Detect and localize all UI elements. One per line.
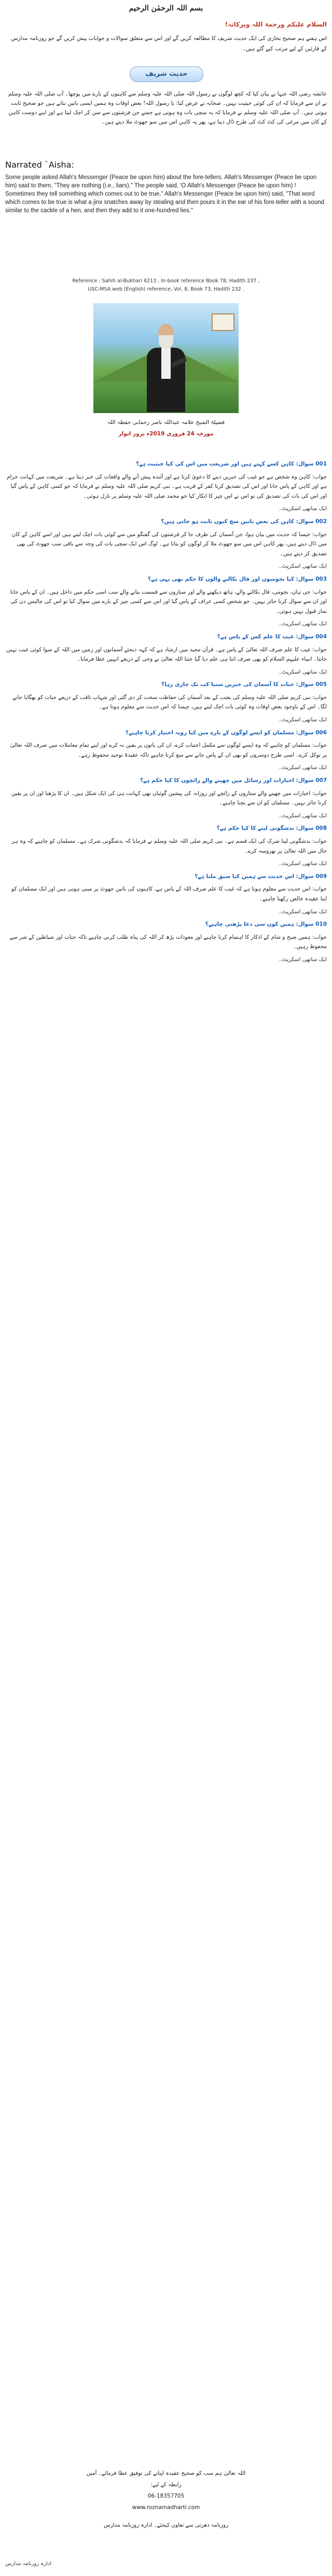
question-1: 001 سوال: کاہن کسے کہتے ہیں اور شریعت میں اس کی کیا حیثیت ہے؟ [136, 461, 327, 467]
urdu-hadith-text: عائشہ رضی اللہ عنہا نے بیان کیا کہ کچھ لوگوں نے رسول اللہ صلی اللہ علیہ وسلم سے کاہنوں کے بارے میں پوچھا۔ آپ صلی اللہ علیہ وسلم نے ان سے فرمایا کہ ان کی کوئی حیثیت نہیں۔ صحابہ نے عرض کیا: یا رسول اللہ! بعض اوقات وہ ہمیں ایسی باتیں بتاتے ہیں جو صحیح ثابت ہوتی ہیں۔ آپ صلی اللہ علیہ وسلم نے فرمایا کہ یہ سچی بات وہ ہوتی ہے جسے جن فرشتوں سے سن کر اچک لیتا ہے اور اپنے دوست کاہن کے کان میں مرغی کی کٹ کٹ کی طرح ڈال دیتا ہے، پھر یہ کاہن اس میں سو جھوٹ ملا دیتے ہیں۔ [8, 91, 327, 125]
reference-line-2: USC-MSA web (English) reference, Vol. 8, Book 73, Hadith 232 . [88, 286, 244, 292]
question-9: 009 سوال: اس حدیث سے ہمیں کیا سبق ملتا ہے؟ [195, 873, 327, 880]
question-10: 010 سوال: ہمیں کون سی دعا پڑھنی چاہیے؟ [205, 921, 327, 928]
question-2: 002 سوال: کاہن کی بعض باتیں سچ کیوں ثابت ہو جاتی ہیں؟ [161, 518, 327, 525]
intro-paragraph: اس ہفتے ہم صحیح بخاری کی ایک حدیث شریف کا مطالعہ کریں گے اور اس سے متعلق سوالات و جوابات پیش کریں گے جو روزنامہ مدارس کے قارئین کے لیے مرتب کیے گئے ہیں۔ [11, 35, 327, 52]
question-8: 008 سوال: بدشگونی لینے کا کیا حکم ہے؟ [216, 825, 327, 832]
separator-note: ایک ساتھی اسکرپٹ۔ [278, 621, 327, 627]
footer-left-label: ادارہ روزنامہ مدارس [5, 2561, 52, 2567]
footer-phone: 06-18357705 [147, 2493, 185, 2499]
speaker-photo [93, 303, 239, 413]
footer-line-1: اللہ تعالیٰ ہم سب کو صحیح عقیدہ اپنانے کی توفیق عطا فرمائے۔ آمین [86, 2470, 246, 2476]
question-6: 006 سوال: مسلمان کو ایسے لوگوں کے بارے میں کیا رویہ اختیار کرنا چاہیے؟ [126, 729, 327, 736]
bismillah-heading: بسم اللہ الرحمٰن الرحیم [129, 4, 203, 12]
question-3: 003 سوال: کیا نجومیوں اور فال نکالنے والوں کا حکم بھی یہی ہے؟ [147, 576, 327, 582]
footer-website[interactable]: www.roznamadharti.com [132, 2504, 200, 2511]
answer-7: جواب: اخبارات میں چھپنے والے ستاروں کے زائچے اور روزانہ کی پیشین گوئیاں بھی کہانت ہی کی ایک شکل ہیں۔ ان کا پڑھنا اور ان پر یقین کرنا جائز نہیں۔ مسلمان کو ان سے بچنا چاہیے۔ [11, 790, 327, 806]
answer-3: جواب: جی ہاں، نجومی، فال نکالنے والے، ہاتھ دیکھنے والے اور ستاروں سے قسمت بتانے والے سب اسی حکم میں داخل ہیں۔ ان کے پاس جانا اور ان سے سوال کرنا جائز نہیں۔ جو شخص کسی عراف کے پاس گیا اور اس سے کسی چیز کے بارے میں سوال کیا تو اس کی چالیس دن کی نماز قبول نہیں ہوتی۔ [10, 588, 327, 614]
separator-note: ایک ساتھی اسکرپٹ۔ [278, 505, 327, 512]
question-5: 005 سوال: جنات کا آسمان کی خبریں سننا کب تک جاری رہا؟ [161, 681, 327, 688]
separator-note: ایک ساتھی اسکرپٹ۔ [278, 668, 327, 675]
footer-line-5: روزنامہ دھرتی سے تعاون کیجئے۔ ادارہ روزنامہ مدارس [103, 2522, 229, 2528]
reference-line-1: Reference : Sahih al-Bukhari 6213 , In-book reference Book 78, Hadith 237 , [72, 278, 260, 284]
qa-section [5, 459, 327, 968]
question-4: 004 سوال: غیب کا علم کس کے پاس ہے؟ [217, 633, 327, 640]
footer-line-2: رابطہ کے لیے: [150, 2482, 182, 2488]
separator-note: ایک ساتھی اسکرپٹ۔ [278, 563, 327, 570]
answer-1: جواب: کاہن وہ شخص ہے جو غیب کی خبریں دینے کا دعویٰ کرتا ہے اور آئندہ پیش آنے والے واقعات کی خبر دیتا ہے۔ شریعت میں کہانت حرام ہے اور کاہن کے پاس جانا اور اس کی تصدیق کرنا کفر کے قریب ہے۔ نبی کریم صلی اللہ علیہ وسلم نے فرمایا کہ جو کسی کاہن کے پاس گیا اور اس کی بات کی تصدیق کی تو اس نے اس چیز کا انکار کیا جو محمد صلی اللہ علیہ وسلم پر نازل ہوئی۔ [7, 473, 327, 499]
separator-note: ایک ساتھی اسکرپٹ۔ [278, 812, 327, 819]
answer-4: جواب: غیب کا علم صرف اللہ تعالیٰ کے پاس ہے۔ قرآن مجید میں ارشاد ہے کہ کہہ دیجئے آسمانوں اور زمین میں اللہ کے سوا کوئی غیب نہیں جانتا۔ انبیاء علیہم السلام کو بھی صرف اتنا ہی علم دیا گیا جتنا اللہ تعالیٰ نے وحی کے ذریعے انہیں عطا فرمایا۔ [6, 646, 327, 663]
narrated-title: Narrated `Aisha: [5, 160, 74, 170]
photo-date: مورخہ 24 فروری 2019ء بروز اتوار [118, 431, 214, 437]
photo-caption: فضیلۃ الشیخ علامہ عبداللہ ناصر رحمانی حفظہ اللہ [107, 419, 225, 426]
question-7: 007 سوال: اخبارات اور رسائل میں چھپنے والے زائچوں کا کیا حکم ہے؟ [140, 777, 327, 784]
hadith-banner: حدیث شریف [130, 66, 203, 82]
separator-note: ایک ساتھی اسکرپٹ۔ [278, 717, 327, 723]
greeting: السلام علیکم ورحمۃ اللہ وبرکاتہ! [225, 21, 327, 28]
answer-10: جواب: ہمیں صبح و شام کے اذکار کا اہتمام کرنا چاہیے اور معوذات پڑھ کر اللہ کی پناہ طلب کرنی چاہیے تاکہ جنات اور شیاطین کے شر سے محفوظ رہیں۔ [9, 934, 327, 950]
separator-note: ایک ساتھی اسکرپٹ۔ [278, 956, 327, 963]
answer-9: جواب: اس حدیث سے معلوم ہوتا ہے کہ غیب کا علم صرف اللہ کے پاس ہے، کاہنوں کی باتیں جھوٹ پر مبنی ہوتی ہیں اور ایک مسلمان کو اپنا عقیدہ خالص رکھنا چاہیے۔ [11, 886, 327, 902]
separator-note: ایک ساتھی اسکرپٹ۔ [278, 764, 327, 771]
answer-2: جواب: جیسا کہ حدیث میں بیان ہوا، جن آسمان کی طرف جا کر فرشتوں کی گفتگو میں سے کوئی بات اچک لیتے ہیں اور اسے کاہن کے کان میں ڈال دیتے ہیں، پھر کاہن اس میں سو جھوٹ ملا کر لوگوں کو بتاتا ہے۔ لوگ اس ایک سچی بات کی وجہ سے باقی سب جھوٹ کی بھی تصدیق کر دیتے ہیں۔ [11, 531, 327, 557]
answer-5: جواب: نبی کریم صلی اللہ علیہ وسلم کی بعثت کے بعد آسمان کی حفاظت سخت کر دی گئی اور شہاب ثاقب کے ذریعے جنات کو بھگایا جانے لگا۔ اس کے باوجود بعض اوقات وہ کوئی بات اچک لیتے ہیں، جیسا کہ اس حدیث سے معلوم ہوتا ہے۔ [12, 694, 327, 710]
answer-8: جواب: بدشگونی لینا شرک کی ایک قسم ہے۔ نبی کریم صلی اللہ علیہ وسلم نے فرمایا کہ بدشگونی شرک ہے۔ مسلمان کو چاہیے کہ وہ ہر حال میں اللہ تعالیٰ پر بھروسہ کرے۔ [11, 838, 327, 854]
answer-6: جواب: مسلمان کو چاہیے کہ وہ ایسے لوگوں سے مکمل اجتناب کرے، ان کی باتوں پر یقین نہ کرے اور اپنے تمام معاملات میں صرف اللہ تعالیٰ پر توکل کرے۔ اسی طرح دوسروں کو بھی ان کے پاس جانے سے منع کرنا چاہیے تاکہ عقیدۂ توحید محفوظ رہے۔ [10, 742, 327, 758]
separator-note: ایک ساتھی اسکرپٹ۔ [278, 908, 327, 915]
english-hadith-text: Some people asked Allah's Messenger (Peace be upon him) about the fore-tellers. Allah's Messenger (Peace be upon him) said to them, "They are nothing (i.e., liars)." The people said, 'O Allah's Messenger (Peace be upon him) ! Sometimes they tell something which comes out to be true." Allah's Messenger (Peace be upon him) said, "That word which comes to be true is what a jinx snatches away by stealing and then pours it in the ear of his fore-teller with a sound similar to the cackle of a hen, and then they add to it one-hundred lies." [5, 174, 324, 214]
separator-note: ایک ساتھی اسکرپٹ۔ [278, 860, 327, 867]
